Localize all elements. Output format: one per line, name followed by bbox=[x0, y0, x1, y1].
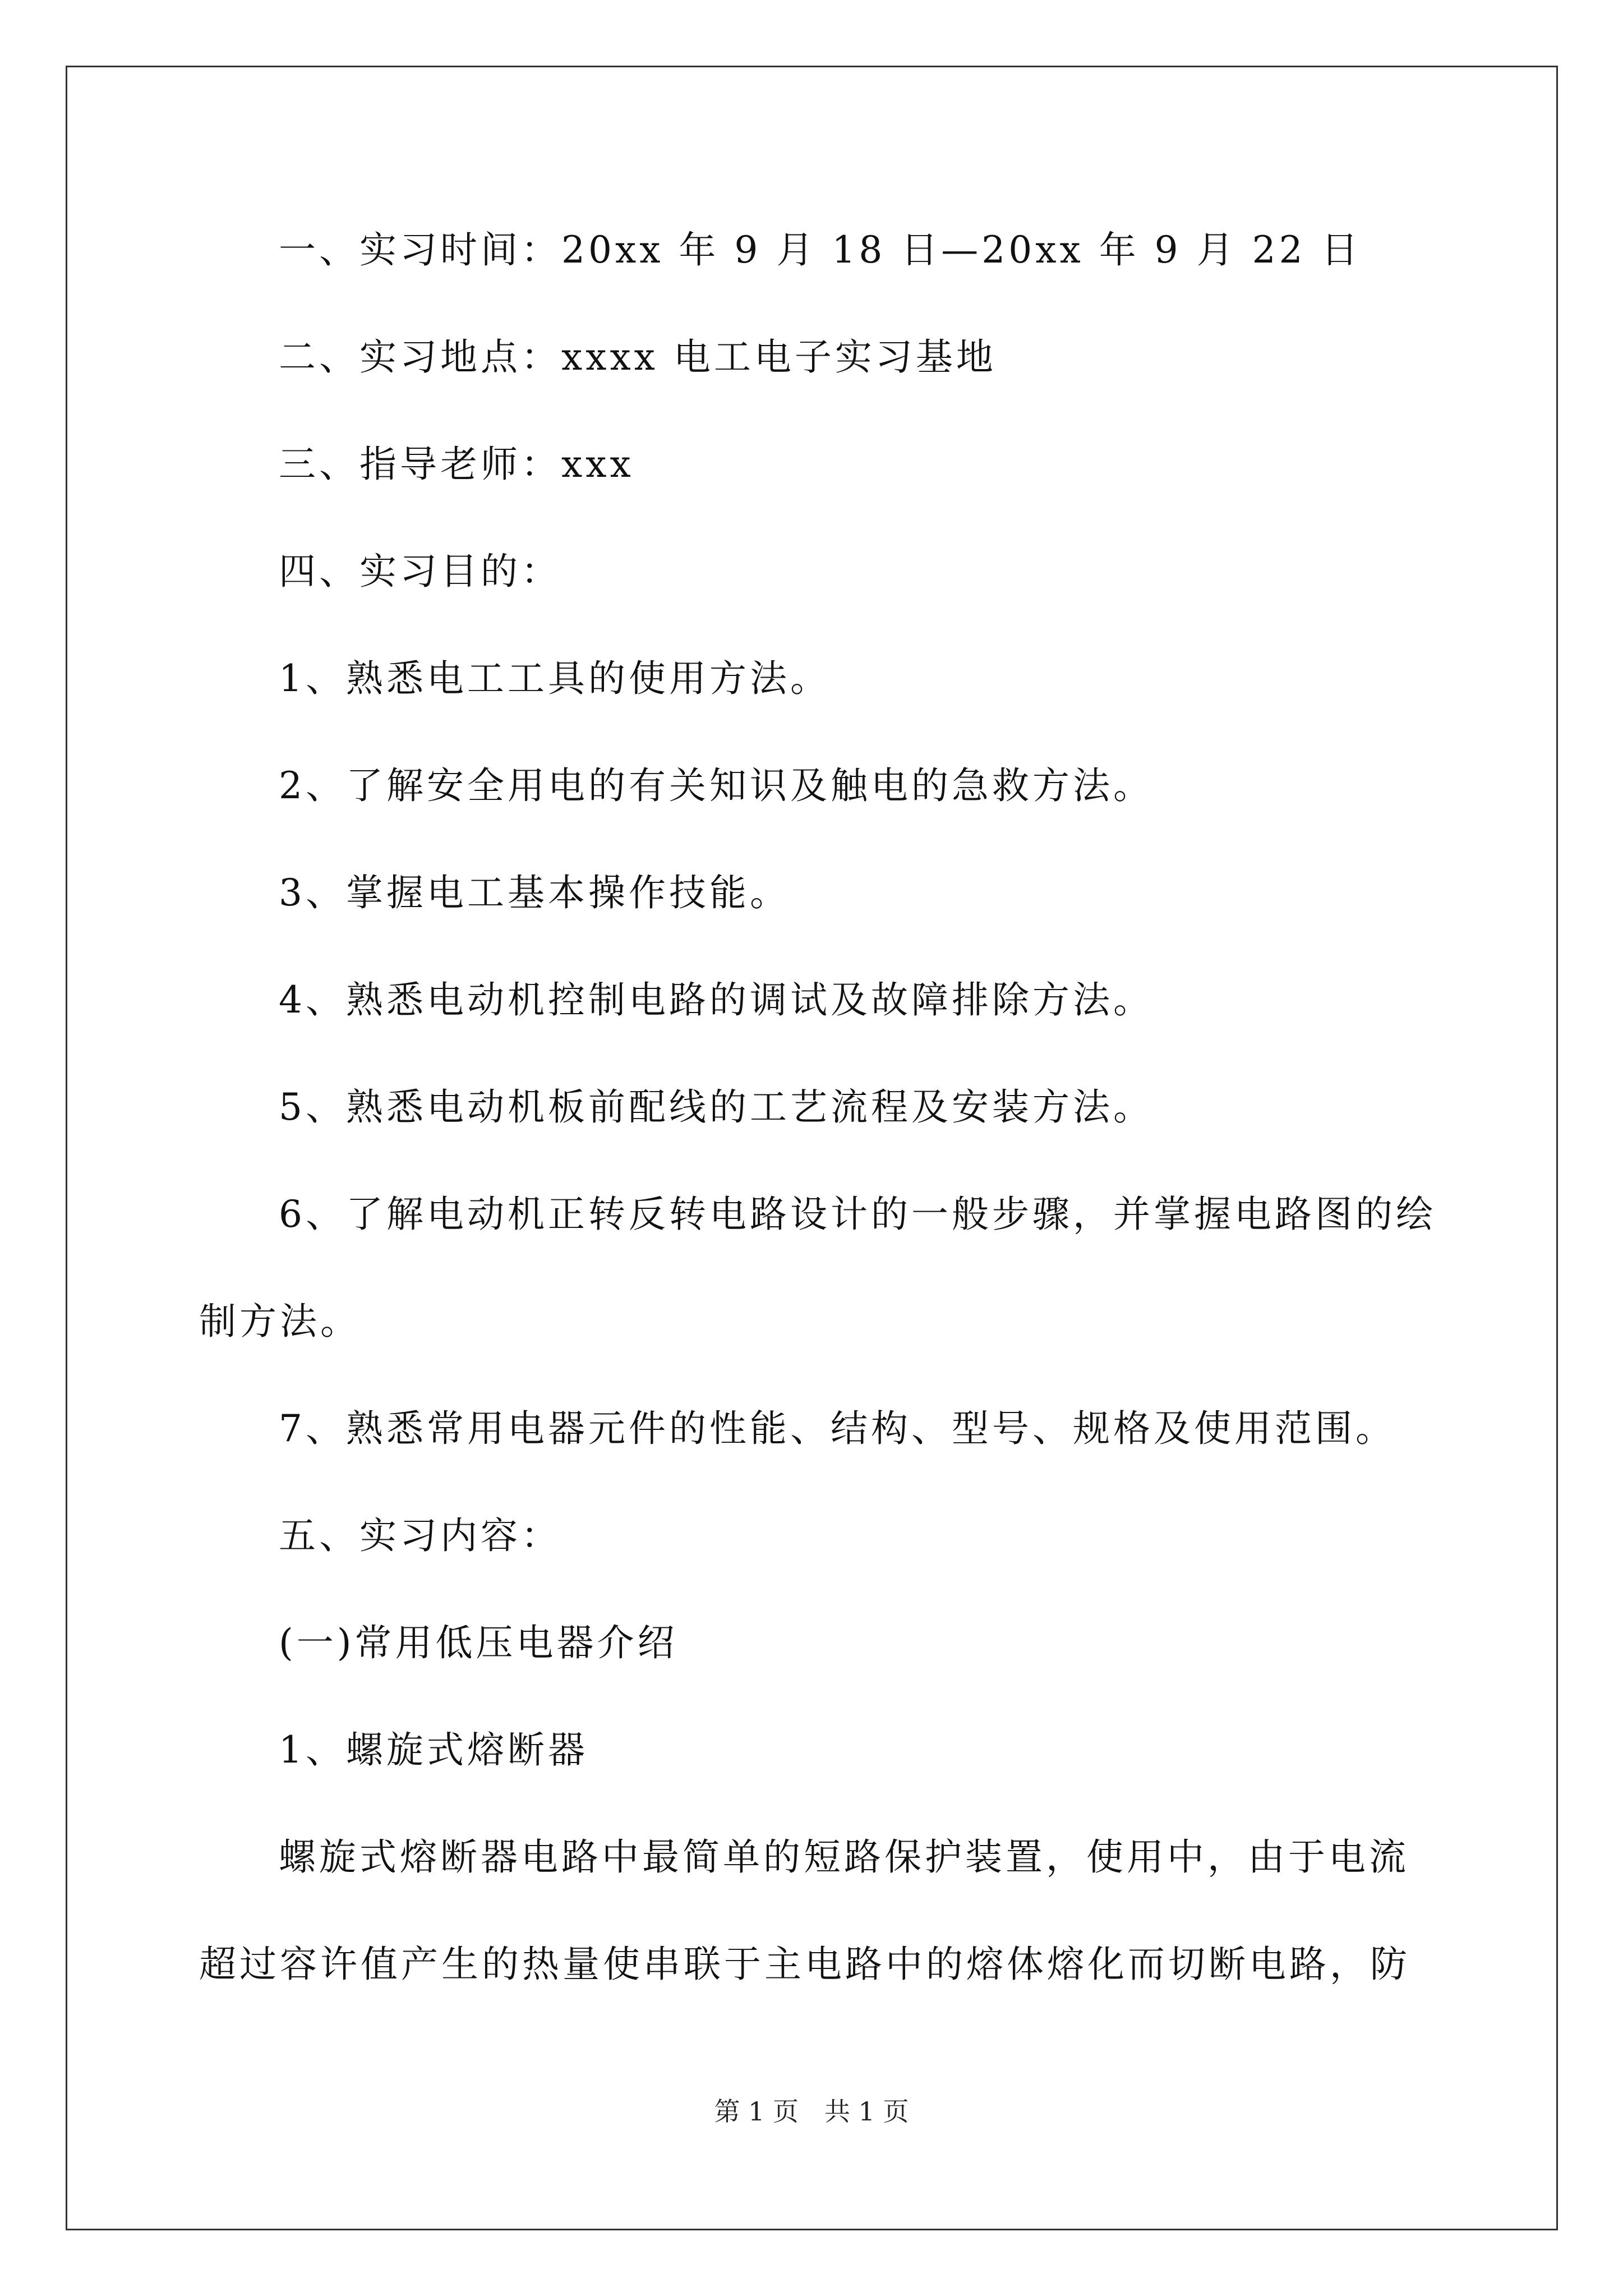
paragraph-line: 螺旋式熔断器电路中最简单的短路保护装置，使用中，由于电流 bbox=[279, 1835, 1409, 1879]
objective-item-5: 5、熟悉电动机板前配线的工艺流程及安装方法。 bbox=[279, 1085, 1154, 1129]
objective-item-7: 7、熟悉常用电器元件的性能、结构、型号、规格及使用范围。 bbox=[279, 1407, 1396, 1450]
objective-item-6-continued: 制方法。 bbox=[199, 1300, 361, 1343]
objective-item-3: 3、掌握电工基本操作技能。 bbox=[279, 871, 790, 914]
subsection-heading-low-voltage: (一)常用低压电器介绍 bbox=[279, 1621, 678, 1664]
page-number-footer: 第 1 页 共 1 页 bbox=[714, 2096, 909, 2127]
section-heading-instructor: 三、指导老师：xxx bbox=[279, 443, 634, 486]
objective-item-1: 1、熟悉电工工具的使用方法。 bbox=[279, 657, 831, 700]
objective-item-2: 2、了解安全用电的有关知识及触电的急救方法。 bbox=[279, 764, 1154, 807]
objective-item-4: 4、熟悉电动机控制电路的调试及故障排除方法。 bbox=[279, 978, 1154, 1022]
objective-item-6: 6、了解电动机正转反转电路设计的一般步骤，并掌握电路图的绘 bbox=[279, 1193, 1436, 1236]
item-heading-screw-fuse: 1、螺旋式熔断器 bbox=[279, 1728, 588, 1772]
section-heading-objectives: 四、实习目的： bbox=[279, 550, 561, 593]
section-heading-internship-location: 二、实习地点：xxxx 电工电子实习基地 bbox=[279, 335, 997, 379]
paragraph-line: 超过容许值产生的热量使串联于主电路中的熔体熔化而切断电路，防 bbox=[199, 1943, 1410, 1986]
page-border bbox=[66, 66, 1558, 2230]
section-heading-internship-time: 一、实习时间：20xx 年 9 月 18 日—20xx 年 9 月 22 日 bbox=[279, 228, 1362, 272]
section-heading-content: 五、实习内容： bbox=[279, 1514, 561, 1557]
